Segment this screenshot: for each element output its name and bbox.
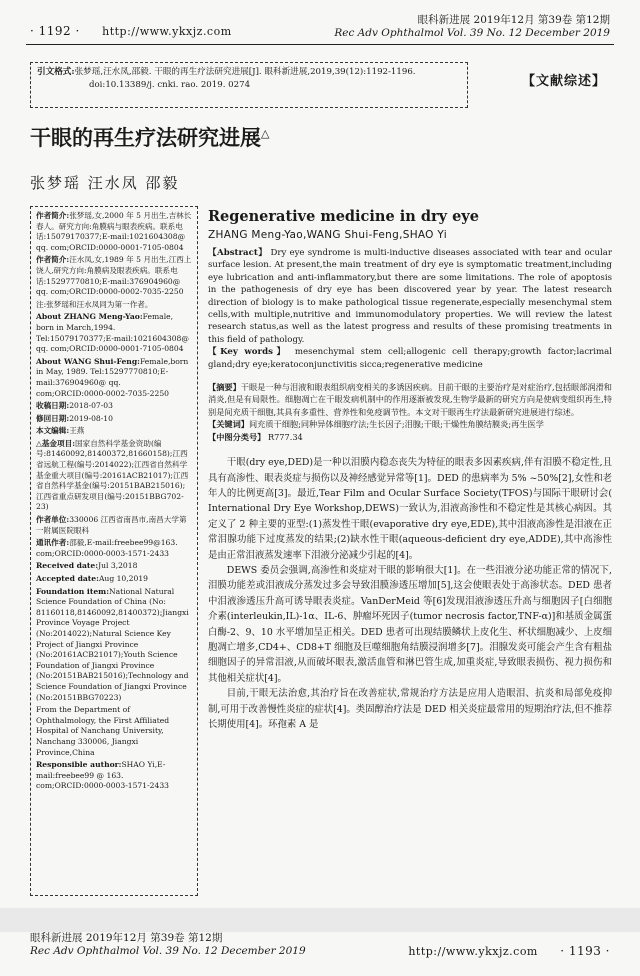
sidebar-entry-text: 国家自然科学基金资助(编号:81460092,81400372,81660158);江西省远航工程(编号:2014022);江西省自然科学基金重大项目(编号:20161ACB21017);江西省自然科学基金(编号:20151BAB215016);江西省重点研发项目(编号:20151BBG702-23) bbox=[36, 438, 189, 512]
page-number: · 1192 · bbox=[30, 24, 80, 38]
sidebar-entry-label: 作者单位: bbox=[36, 515, 70, 525]
sidebar-entry-label: Received date: bbox=[36, 561, 99, 571]
abstract-cn-text: 干眼是一种与泪液和眼表组织病变相关的多诱因疾病。目前干眼的主要治疗是对症治疗,包括眼部润滑和消炎,但是有局限性。细胞凋亡在干眼发病机制中的作用逐渐被发现,生物学最新的研究方向是使病变组织再生,特别是间充质干细胞,其具有多重性、营养性和免疫调节性。本文对干眼再生疗法最新研究进展进行综述。 bbox=[208, 382, 612, 417]
classification-label: 【中图分类号】 bbox=[208, 431, 266, 442]
keywords-en-text: mesenchymal stem cell;allogenic cell therapy;growth factor;lacrimal gland;dry eye;keratoconjunctivitis sicca;regenerative medicine bbox=[208, 347, 613, 370]
title-footnote-mark: △ bbox=[261, 127, 270, 140]
sidebar-entry-text: National Natural Science Foundation of China (No: 81160118,81460092,81400372);Jiangxi Province Voyage Project (No:2014022);Natural Science Key Project of Jiangxi Province (No:20161ACB21017);Youth Science Foundation of Jiangxi Province (No:20151BAB215016);Technology and Science Foundation of Jiangxi Province (No:20151BBG70223) bbox=[36, 586, 189, 702]
running-header-left bbox=[30, 24, 232, 38]
author-info-sidebar bbox=[30, 206, 198, 896]
sidebar-entry-text: 王燕 bbox=[69, 426, 85, 436]
sidebar-entry bbox=[36, 211, 192, 253]
keywords-cn-label: 【关键词】 bbox=[208, 419, 249, 430]
sidebar-entry bbox=[36, 515, 192, 536]
sidebar-entry bbox=[36, 538, 192, 559]
journal-url[interactable]: http://www.ykxjz.com bbox=[102, 25, 232, 38]
sidebar-entry-text: 2018-07-03 bbox=[69, 401, 113, 411]
sidebar-entry-label: About ZHANG Meng-Yao: bbox=[36, 312, 143, 322]
article-title-cn bbox=[30, 122, 269, 152]
sidebar-entry-text: 2019-08-10 bbox=[69, 413, 113, 423]
keywords-en-label: 【Key words】 bbox=[208, 347, 289, 358]
abstract-cn-label: 【摘要】 bbox=[208, 382, 241, 393]
sidebar-entry-text: Female,born in May, 1989. Tel:15297770810;E-mail:376904960@ qq. com;ORCID:0000-0002-7035-2250 bbox=[36, 356, 189, 398]
title-cn-text: 干眼的再生疗法研究进展 bbox=[30, 126, 261, 150]
abstract-cn bbox=[208, 381, 612, 443]
sidebar-entry bbox=[36, 255, 192, 297]
article-title-en: Regenerative medicine in dry eye bbox=[208, 208, 479, 225]
sidebar-entry bbox=[36, 760, 192, 792]
classification-number: R777.34 bbox=[267, 431, 303, 442]
journal-issue-cn: 眼科新进展 2019年12月 第39卷 第12期 bbox=[30, 932, 223, 944]
citation-text: 张梦瑶,汪水凤,邵毅. 干眼的再生疗法研究进展[J]. 眼科新进展,2019,39(12):1192-1196. bbox=[74, 67, 416, 77]
citation-doi[interactable]: doi:10.13389/j. cnki. rao. 2019. 0274 bbox=[89, 80, 251, 90]
sidebar-entry bbox=[36, 561, 192, 572]
journal-issue-en: Rec Adv Ophthalmol Vol. 39 No. 12 December 2019 bbox=[334, 27, 610, 39]
sidebar-entry-label: 修回日期: bbox=[36, 413, 70, 423]
running-header-next-right bbox=[408, 944, 610, 958]
sidebar-entry-label: △基金项目: bbox=[36, 438, 76, 448]
citation-box bbox=[30, 62, 468, 108]
sidebar-entry bbox=[36, 414, 192, 425]
body-paragraph: 干眼(dry eye,DED)是一种以泪膜内稳态丧失为特征的眼表多因素疾病,伴有泪膜不稳定性,且具有高渗性、眼表炎症与损伤以及神经感觉异常等[1]。DED 的患病率为 5% ~50%[2],女性和老年人的比例更高[3]。最近,Tear Film and Ocular Surface Society(TFOS)与国际干眼研讨会( International Dry Eye Workshop,DEWS)一致认为,泪液高渗性和不稳定性是其核心病因。其定义了 2 种主要的亚型:(1)蒸发性干眼(evaporative dry eye,EDE),其中泪液高渗性是泪液在正常泪腺功能下过度蒸发的结果;(2)缺水性干眼(aqueous-deficient dry eye,ADDE),其中高渗性是由正常泪液蒸发速率下泪液分泌减少引起的[4]。 bbox=[208, 457, 612, 561]
body-paragraph: DEWS 委员会强调,高渗性和炎症对干眼的影响很大[1]。在一些泪液分泌功能正常的情况下,泪膜功能差或泪液成分蒸发过多会导致泪膜渗透压增加[5],这会使眼表处于高渗状态。DED 患者中泪液渗透压升高可诱导眼表炎症。VanDerMeid 等[6]发现泪液渗透压升高与细胞因子[白细胞介素(interleukin,IL)-1α、IL-6、肿瘤坏死因子(tumor necrosis factor,TNF-α)]和基质金属蛋白酶-2、9、10 水平增加呈正相关。DED 患者可出现结膜鳞状上皮化生、杯状细胞减少、上皮细胞凋亡增多,CD4+、CD8+T 细胞及巨噬细胞角结膜浸润增多[7]。泪腺发炎可能会产生含有粗盐细胞因子的异常泪液,从而破坏眼表,激活血管和淋巴管生成,加重炎症,导致眼表损伤、视力损伤和其他相关症状[4]。 bbox=[208, 564, 612, 684]
sidebar-entry bbox=[36, 705, 192, 758]
sidebar-entry-label: Accepted date: bbox=[36, 574, 99, 583]
sidebar-entry-text: 汪水凤,女,1989 年 5 月出生,江西上饶人,研究方向:角膜病及眼表疾病。联系电话:15297770810;E-mail:376904960@ qq. com;ORCID:0000-0002-7035-2250 bbox=[36, 255, 192, 297]
body-text bbox=[208, 455, 612, 732]
sidebar-entry-text: SHAO Yi,E-mail:freebee99 @ 163. com;ORCID:0000-0003-1571-2433 bbox=[36, 760, 169, 791]
sidebar-entry bbox=[36, 401, 192, 412]
sidebar-entry-label: 作者简介: bbox=[36, 211, 70, 220]
sidebar-entry-text: Jul 3,2018 bbox=[98, 561, 138, 571]
sidebar-entry bbox=[36, 439, 192, 513]
sidebar-entry-text: 注:张梦瑶和汪水凤同为第一作者。 bbox=[36, 299, 153, 309]
sidebar-entry bbox=[36, 300, 192, 311]
sidebar-entry-label: 本文编辑: bbox=[36, 426, 70, 436]
authors-en: ZHANG Meng-Yao,WANG Shui-Feng,SHAO Yi bbox=[208, 229, 447, 241]
running-header-next-left bbox=[30, 932, 306, 958]
sidebar-entry-text: 张梦瑶,女,2000 年 5 月出生,吉林长春人。研究方向:角膜病与眼表疾病。联系电话:15079170377;E-mail:1021604308@ qq. com;ORCID:0000-0001-7105-0804 bbox=[36, 211, 192, 252]
authors-cn: 张梦瑶 汪水凤 邵毅 bbox=[30, 174, 180, 192]
sidebar-entry-label: 收稿日期: bbox=[36, 401, 70, 411]
sidebar-entry bbox=[36, 426, 192, 437]
abstract-en-text: Dry eye syndrome is multi-inductive diseases associated with tear and ocular surface lesion. At present,the main treatment of dry eye is symptomatic treatment,including eye lubrication and anti-inflammatory,but there are some limitations. The role of apoptosis in the pathogenesis of dry eye has been discovered year by year. The latest research direction of biology is to make pathological tissue regenerate,especially mesenchymal stem cells,with multiple,nutritive and immunomodulatory properties. We will review the latest research status,as well as the latest progress and results of these promising treatments in this field of pathology. bbox=[208, 248, 612, 345]
sidebar-entry bbox=[36, 357, 192, 399]
sidebar-entry bbox=[36, 587, 192, 704]
citation-label: 引文格式: bbox=[37, 67, 75, 77]
abstract-label: 【Abstract】 bbox=[208, 248, 268, 258]
keywords-cn-text: 间充质干细胞;同种异体细胞疗法;生长因子;泪腺;干眼;干燥性角膜结膜炎;再生医学 bbox=[248, 419, 544, 430]
sidebar-entry-label: 作者简介: bbox=[36, 255, 70, 265]
page-1193 bbox=[0, 932, 640, 976]
sidebar-entry-text: 330006 江西省南昌市,南昌大学第一附属医院眼科 bbox=[36, 515, 187, 535]
running-header-right bbox=[334, 14, 610, 40]
main-column bbox=[208, 208, 612, 732]
sidebar-entry-text: Aug 10,2019 bbox=[98, 574, 149, 583]
sidebar-entry-label: Foundation item: bbox=[36, 586, 109, 596]
sidebar-entry-label: 通讯作者: bbox=[36, 538, 70, 548]
sidebar-entry-text: Female, born in March,1994. Tel:15079170377;E-mail:1021604308@ qq. com;ORCID:0000-0001-7105-0804 bbox=[36, 312, 189, 354]
sidebar-entry-label: Responsible author: bbox=[36, 760, 122, 770]
abstract-en bbox=[208, 247, 612, 371]
body-paragraph: 目前,干眼无法治愈,其治疗旨在改善症状,常规治疗方法是应用人造眼泪、抗炎和局部免疫抑制,可用于改善慢性炎症的症状[4]。类固醇治疗法是 DED 相关炎症最常用的短期治疗法,但不推荐长期使用[4]。环孢素 A 是 bbox=[208, 688, 612, 730]
sidebar-entry-label: About WANG Shui-Feng: bbox=[36, 356, 140, 366]
page-number: · 1193 · bbox=[560, 944, 610, 958]
sidebar-entry bbox=[36, 574, 192, 585]
header-rule bbox=[26, 44, 614, 45]
sidebar-entry-text: 邵毅,E-mail:freebee99@163. com;ORCID:0000-0003-1571-2433 bbox=[36, 538, 178, 558]
journal-issue-cn: 眼科新进展 2019年12月 第39卷 第12期 bbox=[417, 14, 610, 26]
journal-url[interactable]: http://www.ykxjz.com bbox=[408, 945, 538, 958]
sidebar-entry bbox=[36, 312, 192, 354]
article-type-label: 【文献综述】 bbox=[521, 74, 606, 89]
sidebar-entry-text: From the Department of Ophthalmology, the First Affiliated Hospital of Nanchang University, Nanchang 330006, Jiangxi Province,China bbox=[36, 705, 170, 757]
journal-issue-en: Rec Adv Ophthalmol Vol. 39 No. 12 December 2019 bbox=[30, 945, 306, 957]
